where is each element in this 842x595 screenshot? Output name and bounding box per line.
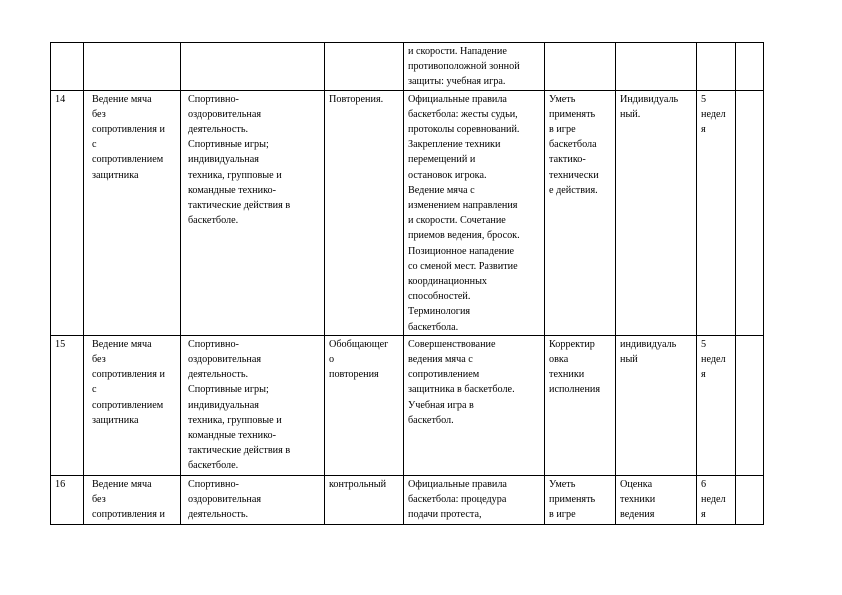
table-row — [51, 475, 764, 524]
activity-type-cell: Спортивно- оздоровительная деятельность. Спортивные игры; индивидуальная техника, групповые и командные технико- тактические действия в баскетболе. — [181, 335, 325, 475]
week-cell: 6 недел я — [697, 475, 736, 524]
extra-cell — [736, 475, 764, 524]
lesson-content-cell: Официальные правила баскетбола: жесты судьи, протоколы соревнований. Закрепление техники перемещений и остановок игрока. Ведение мяча с изменением направления и скорости. Сочетание приемов ведения, бросок. Позиционное нападение со сменой мест. Развитие координационных способностей. Терминология баскетбола. — [404, 90, 545, 335]
lesson-topic-cell: Ведение мяча без сопротивления и — [84, 475, 181, 524]
extra-cell — [736, 90, 764, 335]
week-cell: 5 недел я — [697, 90, 736, 335]
activity-type-cell — [181, 43, 325, 91]
requirements-cell: Уметь применять в игре — [545, 475, 616, 524]
control-type-cell: Индивидуаль ный. — [616, 90, 697, 335]
lesson-type-cell: Обобщающег о повторения — [325, 335, 404, 475]
lesson-number-cell: 15 — [51, 335, 84, 475]
requirements-cell — [545, 43, 616, 91]
lesson-plan-table — [50, 42, 764, 525]
lesson-type-cell: контрольный — [325, 475, 404, 524]
extra-cell — [736, 335, 764, 475]
lesson-topic-cell — [84, 43, 181, 91]
lesson-topic-cell: Ведение мяча без сопротивления и с сопротивлением защитника — [84, 90, 181, 335]
lesson-number-cell: 16 — [51, 475, 84, 524]
lesson-content-cell: и скорости. Нападение противоположной зонной защиты: учебная игра. — [404, 43, 545, 91]
control-type-cell: индивидуаль ный — [616, 335, 697, 475]
lesson-content-cell: Совершенствование ведения мяча с сопротивлением защитника в баскетболе. Учебная игра в баскетбол. — [404, 335, 545, 475]
control-type-cell: Оценка техники ведения — [616, 475, 697, 524]
lesson-type-cell: Повторения. — [325, 90, 404, 335]
control-type-cell — [616, 43, 697, 91]
week-cell: 5 недел я — [697, 335, 736, 475]
lesson-content-cell: Официальные правила баскетбола: процедура подачи протеста, — [404, 475, 545, 524]
week-cell — [697, 43, 736, 91]
activity-type-cell: Спортивно- оздоровительная деятельность. — [181, 475, 325, 524]
lesson-topic-cell: Ведение мяча без сопротивления и с сопротивлением защитника — [84, 335, 181, 475]
requirements-cell: Корректир овка техники исполнения — [545, 335, 616, 475]
lesson-type-cell — [325, 43, 404, 91]
activity-type-cell: Спортивно- оздоровительная деятельность. Спортивные игры; индивидуальная техника, групповые и командные технико- тактические действия в баскетболе. — [181, 90, 325, 335]
table-row — [51, 43, 764, 91]
extra-cell — [736, 43, 764, 91]
table-row — [51, 335, 764, 475]
table-row — [51, 90, 764, 335]
lesson-number-cell: 14 — [51, 90, 84, 335]
requirements-cell: Уметь применять в игре баскетбола тактико- технически е действия. — [545, 90, 616, 335]
lesson-number-cell — [51, 43, 84, 91]
